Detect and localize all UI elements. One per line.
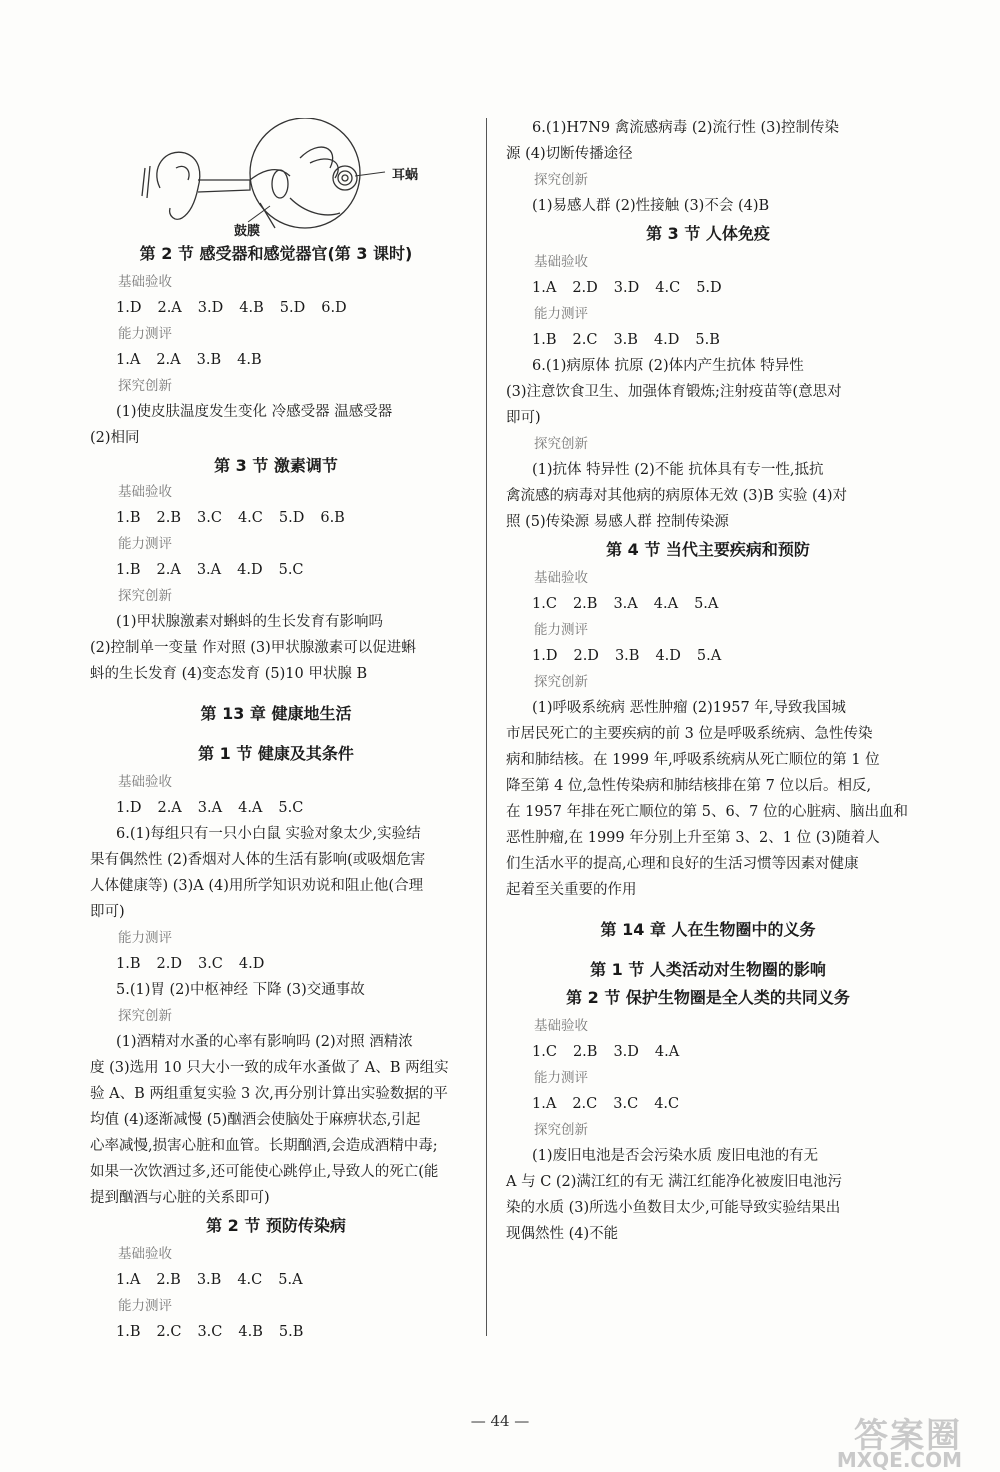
answer-item: 4.C	[655, 280, 681, 296]
section-title: 第 3 节 人体免疫	[646, 224, 770, 243]
section-label: 探究创新	[534, 1122, 588, 1138]
answer-text: 心率减慢,损害心脏和血管。长期酗酒,会造成酒精中毒;	[90, 1138, 438, 1154]
watermark-url: MXQE.COM	[836, 1448, 962, 1472]
answer-item: 1.B	[116, 510, 141, 526]
section-label: 探究创新	[534, 674, 588, 690]
answer-item: 3.D	[613, 280, 640, 296]
answer-row	[506, 330, 910, 350]
answer-item: 3.C	[197, 510, 222, 526]
section-label: 能力测评	[534, 306, 588, 322]
answer-item: 1.D	[532, 648, 558, 664]
section-label: 探究创新	[118, 1008, 172, 1024]
answer-item: 1.A	[532, 280, 557, 296]
section-title: 第 2 节 感受器和感觉器官(第 3 课时)	[139, 244, 413, 263]
section-label: 能力测评	[534, 622, 588, 638]
answer-item: 2.C	[572, 1096, 598, 1112]
answer-text: 6.(1)H7N9 禽流感病毒 (2)流行性 (3)控制传染	[532, 120, 840, 136]
answer-item: 1.B	[532, 332, 557, 348]
answer-item: 2.B	[156, 1272, 181, 1288]
chapter-title: 第 14 章 人在生物圈中的义务	[600, 920, 816, 939]
chapter-title: 第 13 章 健康地生活	[200, 704, 352, 723]
answer-text: 起着至关重要的作用	[506, 882, 637, 898]
answer-item: 4.B	[238, 1324, 263, 1340]
ear-illustration	[140, 118, 470, 238]
answer-row	[90, 1270, 462, 1290]
answer-item: 3.B	[196, 352, 222, 368]
answer-item: 4.A	[238, 800, 263, 816]
answer-text: 均值 (4)逐渐减慢 (5)酗酒会使脑处于麻痹状态,引起	[90, 1112, 421, 1128]
section-label: 探究创新	[118, 378, 172, 394]
answer-row	[90, 1322, 462, 1342]
answer-text: 禽流感的病毒对其他病的病原体无效 (3)B 实验 (4)对	[506, 488, 848, 504]
answer-text: 6.(1)每组只有一只小白鼠 实验对象太少,实验结	[116, 826, 421, 842]
section-label: 能力测评	[118, 536, 172, 552]
answer-text: 即可)	[90, 904, 125, 920]
section-label: 基础验收	[118, 1246, 172, 1262]
answer-item: 4.B	[239, 300, 264, 316]
cochlea-label: 耳蜗	[392, 168, 419, 183]
answer-item: 6.D	[321, 300, 347, 316]
answer-item: 3.C	[197, 1324, 223, 1340]
section-label: 能力测评	[534, 1070, 588, 1086]
answer-text: (3)注意饮食卫生、加强体育锻炼;注射疫苗等(意思对	[506, 384, 842, 400]
section-label: 基础验收	[118, 774, 172, 790]
section-title: 第 2 节 保护生物圈是全人类的共同义务	[566, 988, 850, 1007]
section-label: 探究创新	[534, 172, 588, 188]
answer-item: 4.C	[237, 510, 263, 526]
answer-item: 1.A	[116, 1272, 141, 1288]
answer-text: 如果一次饮酒过多,还可能使心跳停止,导致人的死亡(能	[90, 1164, 439, 1180]
answer-text: 们生活水平的提高,心理和良好的生活习惯等因素对健康	[506, 856, 859, 872]
answer-item: 2.B	[572, 1044, 598, 1060]
answer-item: 2.A	[156, 352, 181, 368]
answer-text: 人体健康等) (3)A (4)用所学知识劝说和阻止他(合理	[90, 878, 424, 894]
answer-text: 源 (4)切断传播途径	[506, 146, 633, 162]
answer-row	[506, 278, 910, 298]
answer-item: 5.B	[695, 332, 720, 348]
section-label: 基础验收	[534, 1018, 588, 1034]
watermark	[762, 1408, 962, 1472]
answer-item: 3.D	[197, 300, 224, 316]
answer-item: 2.A	[157, 800, 182, 816]
answer-text: (2)相同	[90, 430, 140, 446]
answer-text: (1)酒精对水蚤的心率有影响吗 (2)对照 酒精浓	[116, 1034, 413, 1050]
answer-item: 4.C	[237, 1272, 263, 1288]
answer-text: 病和肺结核。在 1999 年,呼吸系统病从死亡顺位的第 1 位	[506, 752, 880, 768]
section-title: 第 1 节 人类活动对生物圈的影响	[590, 960, 826, 979]
eardrum-label: 鼓膜	[234, 224, 261, 239]
answer-item: 5.B	[278, 1324, 304, 1340]
answer-text: 5.(1)胃 (2)中枢神经 下降 (3)交通事故	[116, 982, 365, 998]
answer-item: 2.C	[156, 1324, 182, 1340]
column-divider	[486, 118, 487, 1336]
answer-item: 1.B	[116, 1324, 141, 1340]
answer-item: 5.D	[696, 280, 722, 296]
answer-item: 1.C	[532, 1044, 557, 1060]
answer-item: 5.D	[279, 300, 306, 316]
answer-item: 1.D	[116, 300, 142, 316]
section-label: 能力测评	[118, 326, 172, 342]
answer-item: 1.D	[116, 800, 142, 816]
answer-row	[90, 298, 462, 318]
answer-text: 恶性肿瘤,在 1999 年分别上升至第 3、2、1 位 (3)随着人	[506, 830, 880, 846]
answer-item: 1.B	[116, 562, 141, 578]
answer-row	[90, 798, 462, 818]
watermark-logo: 答案圈	[854, 1416, 962, 1456]
answer-text: (1)甲状腺激素对蝌蚪的生长发育有影响吗	[116, 614, 384, 630]
answer-item: 1.A	[116, 352, 141, 368]
section-title: 第 2 节 预防传染病	[206, 1216, 346, 1235]
section-title: 第 3 节 激素调节	[214, 456, 338, 475]
answer-text: (2)控制单一变量 作对照 (3)甲状腺激素可以促进蝌	[90, 640, 416, 656]
answer-item: 4.A	[653, 596, 679, 612]
ear-diagram	[140, 118, 470, 238]
answer-item: 1.B	[116, 956, 141, 972]
answer-row	[90, 560, 462, 580]
answer-text: 染的水质 (3)所选小鱼数目太少,可能导致实验结果出	[506, 1200, 841, 1216]
answer-item: 4.D	[653, 332, 680, 348]
answer-item: 3.B	[614, 648, 640, 664]
answer-text: 蚪的生长发育 (4)变态发育 (5)10 甲状腺 B	[90, 666, 368, 682]
section-label: 基础验收	[534, 570, 588, 586]
answer-item: 3.B	[613, 332, 638, 348]
answer-item: 4.B	[237, 352, 262, 368]
section-label: 探究创新	[534, 436, 588, 452]
answer-item: 2.B	[156, 510, 181, 526]
answer-item: 3.C	[613, 1096, 639, 1112]
answer-item: 2.D	[573, 648, 599, 664]
answer-item: 3.A	[197, 800, 223, 816]
answer-text: (1)易感人群 (2)性接触 (3)不会 (4)B	[532, 198, 770, 214]
answer-item: 2.D	[572, 280, 598, 296]
answer-item: 2.B	[572, 596, 598, 612]
answer-item: 5.A	[694, 596, 719, 612]
answer-item: 4.A	[654, 1044, 680, 1060]
answer-item: 3.A	[613, 596, 638, 612]
answer-text: 提到酗酒与心脏的关系即可)	[90, 1190, 270, 1206]
answer-text: 验 A、B 两组重复实验 3 次,再分别计算出实验数据的平	[90, 1086, 448, 1102]
answer-item: 4.D	[655, 648, 681, 664]
answer-text: A 与 C (2)满江红的有无 满江红能净化被废旧电池污	[506, 1174, 843, 1190]
section-title: 第 1 节 健康及其条件	[198, 744, 354, 763]
answer-item: 3.D	[613, 1044, 639, 1060]
section-label: 探究创新	[118, 588, 172, 604]
answer-text: 即可)	[506, 410, 541, 426]
section-label: 能力测评	[118, 930, 172, 946]
answer-text: 6.(1)病原体 抗原 (2)体内产生抗体 特异性	[532, 358, 804, 374]
answer-item: 1.A	[532, 1096, 557, 1112]
answer-text: 度 (3)选用 10 只大小一致的成年水蚤做了 A、B 两组实	[90, 1060, 449, 1076]
answer-item: 5.A	[696, 648, 722, 664]
answer-row	[506, 646, 910, 666]
answer-row	[506, 594, 910, 614]
answer-item: 5.D	[278, 510, 305, 526]
section-label: 基础验收	[118, 484, 172, 500]
section-label: 基础验收	[118, 274, 172, 290]
answer-item: 5.A	[278, 1272, 303, 1288]
answer-item: 2.C	[572, 332, 598, 348]
answer-item: 2.D	[156, 956, 182, 972]
answer-text: (1)废旧电池是否会污染水质 废旧电池的有无	[532, 1148, 819, 1164]
answer-text: 市居民死亡的主要疾病的前 3 位是呼吸系统病、急性传染	[506, 726, 873, 742]
answer-item: 4.D	[238, 956, 265, 972]
answer-item: 3.C	[197, 956, 223, 972]
answer-item: 4.C	[654, 1096, 680, 1112]
answer-item: 3.A	[196, 562, 222, 578]
section-title: 第 4 节 当代主要疾病和预防	[606, 540, 810, 559]
page-number: — 44 —	[470, 1412, 530, 1430]
answer-item: 2.A	[157, 300, 182, 316]
answer-row	[90, 508, 462, 528]
answer-item: 6.B	[320, 510, 345, 526]
answer-text: (1)呼吸系统病 恶性肿瘤 (2)1957 年,导致我国城	[532, 700, 846, 716]
answer-text: 降至第 4 位,急性传染病和肺结核排在第 7 位以后。相反,	[506, 778, 872, 794]
answer-text: 果有偶然性 (2)香烟对人体的生活有影响(或吸烟危害	[90, 852, 426, 868]
answer-item: 5.C	[278, 800, 304, 816]
answer-row	[506, 1094, 910, 1114]
section-label: 基础验收	[534, 254, 588, 270]
answer-text: 在 1957 年排在死亡顺位的第 5、6、7 位的心脏病、脑出血和	[506, 804, 909, 820]
answer-item: 3.B	[196, 1272, 222, 1288]
answer-row	[506, 1042, 910, 1062]
answer-row	[90, 954, 462, 974]
answer-item: 4.D	[237, 562, 263, 578]
answer-text: 现偶然性 (4)不能	[506, 1226, 619, 1242]
answer-text: (1)抗体 特异性 (2)不能 抗体具有专一性,抵抗	[532, 462, 824, 478]
section-label: 能力测评	[118, 1298, 172, 1314]
answer-text: (1)使皮肤温度发生变化 冷感受器 温感受器	[116, 404, 393, 420]
answer-row	[90, 350, 462, 370]
answer-text: 照 (5)传染源 易感人群 控制传染源	[506, 514, 729, 530]
answer-item: 5.C	[278, 562, 304, 578]
answer-item: 1.C	[532, 596, 557, 612]
answer-item: 2.A	[156, 562, 181, 578]
